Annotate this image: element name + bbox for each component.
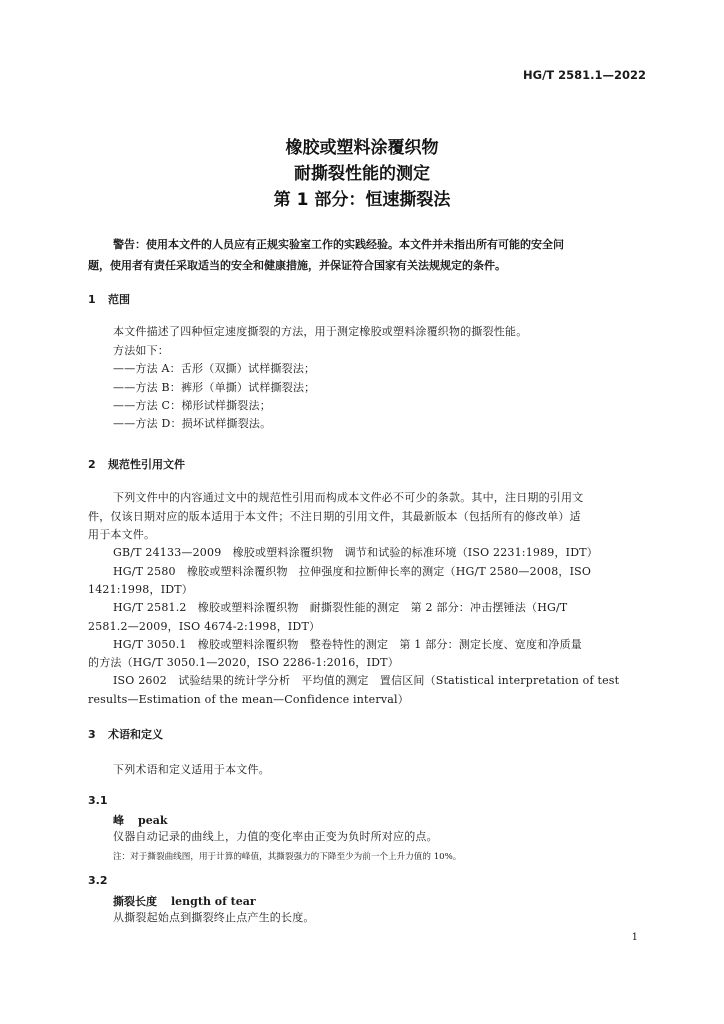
section-3-number: 3 bbox=[88, 728, 96, 741]
title-line-2: 耐撕裂性能的测定 bbox=[294, 164, 430, 184]
term-3-2-zh: 撕裂长度 bbox=[113, 895, 157, 908]
section-3-intro: 下列术语和定义适用于本文件。 bbox=[113, 763, 270, 776]
section-3-heading bbox=[88, 726, 163, 742]
section-2-heading bbox=[88, 456, 185, 472]
term-3-1-en: peak bbox=[138, 814, 168, 827]
section-2-intro-line-3: 用于本文件。 bbox=[88, 528, 156, 541]
title-line-1: 橡胶或塑料涂覆织物 bbox=[285, 138, 439, 158]
reference-2-line-2: 1421:1998，IDT） bbox=[88, 583, 193, 596]
reference-5-line-2: results—Estimation of the mean—Confidence interval） bbox=[88, 693, 409, 706]
warning-line-2: 题，使用者有责任采取适当的安全和健康措施，并保证符合国家有关法规规定的条件。 bbox=[88, 259, 506, 272]
method-a: ——方法 A：舌形（双撕）试样撕裂法； bbox=[113, 362, 316, 375]
term-3-1-zh: 峰 bbox=[113, 814, 124, 827]
section-2-number: 2 bbox=[88, 458, 96, 471]
term-3-1-definition: 仪器自动记录的曲线上，力值的变化率由正变为负时所对应的点。 bbox=[113, 830, 438, 843]
term-3-1-number: 3.1 bbox=[88, 794, 108, 807]
section-2-intro-line-2: 件，仅该日期对应的版本适用于本文件；不注日期的引用文件，其最新版本（包括所有的修改单）适 bbox=[88, 510, 581, 523]
reference-4-line-1: HG/T 3050.1 橡胶或塑料涂覆织物 整卷特性的测定 第 1 部分：测定长度、宽度和净质量 bbox=[113, 638, 582, 651]
term-3-1-note: 注：对于撕裂曲线图，用于计算的峰值，其撕裂强力的下降至少为前一个上升力值的 10%。 bbox=[113, 852, 462, 862]
reference-3-line-2: 2581.2—2009，ISO 4674-2:1998，IDT） bbox=[88, 620, 321, 633]
section-1-heading bbox=[88, 291, 130, 307]
term-3-1-heading bbox=[113, 812, 167, 828]
method-b: ——方法 B：裤形（单撕）试样撕裂法； bbox=[113, 381, 316, 394]
section-2-intro-line-1: 下列文件中的内容通过文中的规范性引用而构成本文件必不可少的条款。其中，注日期的引用文 bbox=[113, 491, 584, 504]
reference-4-line-2: 的方法（HG/T 3050.1—2020，ISO 2286-1:2016，IDT） bbox=[88, 656, 399, 669]
term-3-2-en: length of tear bbox=[171, 895, 256, 908]
warning-line-1: 警告：使用本文件的人员应有正规实验室工作的实践经验。本文件并未指出所有可能的安全问 bbox=[113, 238, 564, 251]
section-1-title: 范围 bbox=[108, 293, 130, 306]
title-line-3: 第 1 部分：恒速撕裂法 bbox=[273, 190, 451, 210]
term-3-2-heading bbox=[113, 893, 256, 909]
standard-number-header: HG/T 2581.1—2022 bbox=[523, 68, 646, 82]
section-1-methods-label: 方法如下： bbox=[113, 344, 169, 357]
page-number: 1 bbox=[631, 932, 638, 943]
section-1-number: 1 bbox=[88, 293, 96, 306]
reference-3-line-1: HG/T 2581.2 橡胶或塑料涂覆织物 耐撕裂性能的测定 第 2 部分：冲击摆锤法（HG/T bbox=[113, 601, 568, 614]
section-3-title: 术语和定义 bbox=[108, 728, 163, 741]
section-1-intro: 本文件描述了四种恒定速度撕裂的方法，用于测定橡胶或塑料涂覆织物的撕裂性能。 bbox=[113, 325, 528, 338]
method-d: ——方法 D：损坏试样撕裂法。 bbox=[113, 417, 272, 430]
reference-5-line-1: ISO 2602 试验结果的统计学分析 平均值的测定 置信区间（Statistical interpretation of test bbox=[113, 674, 620, 687]
method-c: ——方法 C：梯形试样撕裂法； bbox=[113, 399, 271, 412]
reference-2-line-1: HG/T 2580 橡胶或塑料涂覆织物 拉伸强度和拉断伸长率的测定（HG/T 2580—2008，ISO bbox=[113, 565, 592, 578]
reference-1-line-1: GB/T 24133—2009 橡胶或塑料涂覆织物 调节和试验的标准环境（ISO 2231:1989，IDT） bbox=[113, 546, 598, 559]
term-3-2-number: 3.2 bbox=[88, 874, 108, 887]
section-2-title: 规范性引用文件 bbox=[108, 458, 185, 471]
term-3-2-definition: 从撕裂起始点到撕裂终止点产生的长度。 bbox=[113, 911, 315, 924]
